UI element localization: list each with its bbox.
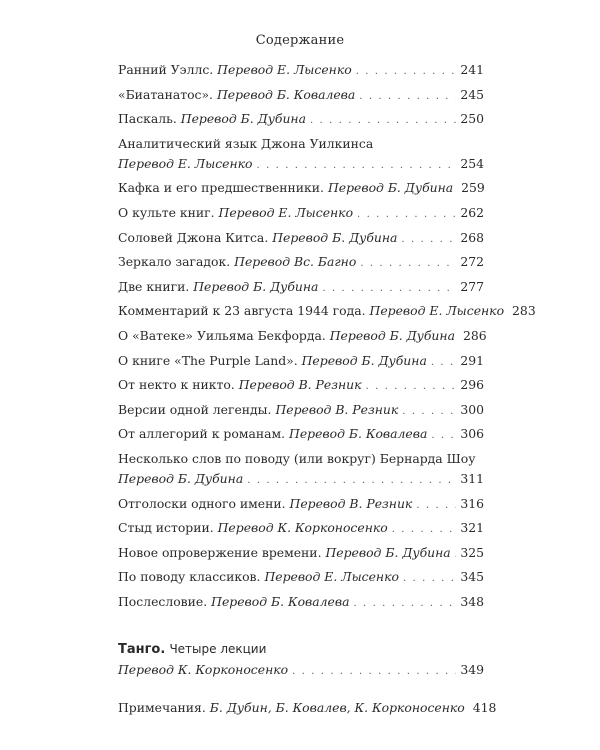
toc-entry[interactable] (118, 351, 484, 373)
entry-title: Две книги. (118, 278, 190, 294)
entry-page: 254 (460, 155, 484, 171)
leader-dots (431, 426, 456, 446)
entry-title: Кафка и его предшественники. (118, 180, 324, 196)
toc-entry[interactable] (118, 326, 487, 348)
entry-title: О книге «The Purple Land». (118, 352, 298, 368)
entry-page: 272 (460, 254, 484, 270)
entry-page: 306 (460, 426, 484, 442)
entry-page: 348 (460, 594, 484, 610)
entry-translator: Перевод Б. Дубина (118, 471, 244, 487)
entry-title: Соловей Джона Китса. (118, 229, 269, 245)
leader-dots (257, 156, 457, 176)
entry-translator: Перевод Е. Лысенко (264, 569, 399, 585)
entry-translator: Перевод В. Резник (238, 377, 362, 393)
tango-title: Танго. (118, 641, 166, 657)
entry-translator: Перевод Б. Ковалева (289, 426, 428, 442)
entry-translator: Перевод В. Резник (275, 401, 399, 417)
entry-page: 418 (472, 700, 497, 716)
toc-entry[interactable] (118, 109, 484, 131)
toc-entry[interactable] (118, 203, 484, 225)
entry-page: 349 (460, 661, 484, 677)
entry-translator: Перевод Б. Ковалева (216, 86, 356, 102)
entry-title: От аллегорий к романам. (118, 426, 286, 442)
toc-entry[interactable] (118, 178, 484, 200)
toc-entry[interactable] (118, 252, 484, 274)
entry-page: 311 (460, 471, 484, 487)
toc-entry[interactable] (118, 424, 484, 446)
leader-dots (247, 471, 456, 491)
toc-entry[interactable] (118, 518, 484, 540)
toc-entry[interactable] (118, 375, 484, 397)
entry-title: Версии одной легенды. (118, 401, 272, 417)
entry-translator: Перевод В. Резник (289, 495, 413, 511)
leader-dots (416, 496, 456, 516)
leader-dots (402, 402, 456, 422)
leader-dots (310, 111, 456, 131)
toc-entry[interactable] (118, 592, 484, 614)
entry-title: Ранний Уэллс. (118, 62, 214, 77)
toc-entry-tango[interactable] (118, 639, 484, 682)
entry-page: 291 (460, 352, 484, 368)
entry-page: 262 (460, 205, 484, 221)
entry-translator: Перевод Б. Дубина (193, 278, 319, 294)
entry-title: Аналитический язык Джона Уилкинса (118, 135, 374, 151)
entry-title: Отголоски одного имени. (118, 495, 286, 511)
entry-page: 321 (460, 520, 484, 536)
leader-dots (401, 230, 456, 250)
entry-page: 325 (460, 544, 484, 560)
entry-page: 296 (460, 377, 484, 393)
toc-entry[interactable] (118, 85, 484, 107)
leader-dots (353, 594, 456, 614)
entry-page: 245 (460, 86, 484, 102)
notes-authors: Б. Дубин, Б. Ковалев, К. Корконосенко (209, 700, 465, 716)
entry-title: «Биатанатос». (118, 86, 213, 102)
toc-entry[interactable] (118, 277, 484, 299)
entry-translator: Перевод Б. Дубина (180, 111, 306, 127)
entry-title: Зеркало загадок. (118, 254, 231, 270)
table-of-contents (118, 60, 536, 723)
entry-title: Комментарий к 23 августа 1944 года. (118, 303, 366, 319)
entry-title: Паскаль. (118, 111, 177, 127)
entry-page: 345 (460, 569, 484, 585)
tango-subtitle: Четыре лекции (169, 641, 267, 656)
toc-entry[interactable] (118, 400, 484, 422)
toc-entry[interactable] (118, 567, 484, 589)
entry-translator: Перевод Б. Дубина (325, 544, 451, 560)
entry-title: Несколько слов по поводу (или вокруг) Бернарда Шоу (118, 451, 476, 466)
toc-entry[interactable] (118, 134, 484, 176)
entry-page: 250 (460, 111, 484, 127)
leader-dots (357, 205, 456, 225)
leader-dots (292, 662, 456, 682)
leader-dots (356, 62, 457, 82)
leader-dots (455, 545, 457, 565)
toc-entry[interactable] (118, 494, 484, 516)
entry-title: О культе книг. (118, 205, 215, 221)
leader-dots (360, 254, 456, 274)
leader-dots (322, 279, 456, 299)
leader-dots (359, 87, 456, 107)
entry-title: Послесловие. (118, 594, 208, 610)
entry-page: 283 (512, 303, 536, 319)
entry-translator: Перевод Е. Лысенко (118, 155, 253, 171)
entry-translator: Перевод К. Корконосенко (118, 661, 289, 677)
entry-translator: Перевод Б. Дубина (272, 229, 398, 245)
entry-translator: Перевод Б. Ковалева (211, 594, 350, 610)
notes-title: Примечания. (118, 700, 206, 716)
entry-translator: Перевод Б. Дубина (327, 180, 454, 196)
entry-page: 241 (460, 62, 484, 77)
leader-dots (403, 569, 456, 589)
page-title: Содержание (255, 33, 345, 48)
entry-translator: Перевод К. Корконосенко (217, 520, 388, 536)
entry-page: 300 (460, 401, 484, 417)
leader-dots (392, 520, 457, 540)
entry-translator: Перевод Б. Дубина (329, 328, 455, 344)
entry-translator: Перевод Е. Лысенко (369, 303, 505, 319)
entry-translator: Перевод Е. Лысенко (217, 62, 352, 77)
entry-title: Новое опровержение времени. (118, 544, 322, 560)
leader-dots (431, 353, 457, 373)
toc-entry[interactable] (118, 543, 484, 565)
entry-title: О «Ватеке» Уильяма Бекфорда. (118, 328, 326, 344)
entry-title: Стыд истории. (118, 520, 214, 536)
entry-page: 316 (460, 495, 484, 511)
entry-translator: Перевод Вс. Багно (234, 254, 357, 270)
entry-page: 268 (460, 229, 484, 245)
toc-entry[interactable] (118, 228, 484, 250)
toc-entry[interactable] (118, 301, 536, 323)
toc-entry[interactable] (118, 60, 484, 82)
toc-entry-notes[interactable] (118, 698, 497, 720)
entry-translator: Перевод Б. Дубина (301, 352, 427, 368)
entry-page: 277 (460, 278, 484, 294)
entry-page: 286 (462, 328, 487, 344)
leader-dots (366, 377, 457, 397)
toc-entry[interactable] (118, 449, 484, 491)
entry-page: 259 (461, 180, 485, 196)
entry-title: От некто к никто. (118, 377, 235, 393)
entry-translator: Перевод Е. Лысенко (218, 205, 354, 221)
entry-title: По поводу классиков. (118, 569, 261, 585)
